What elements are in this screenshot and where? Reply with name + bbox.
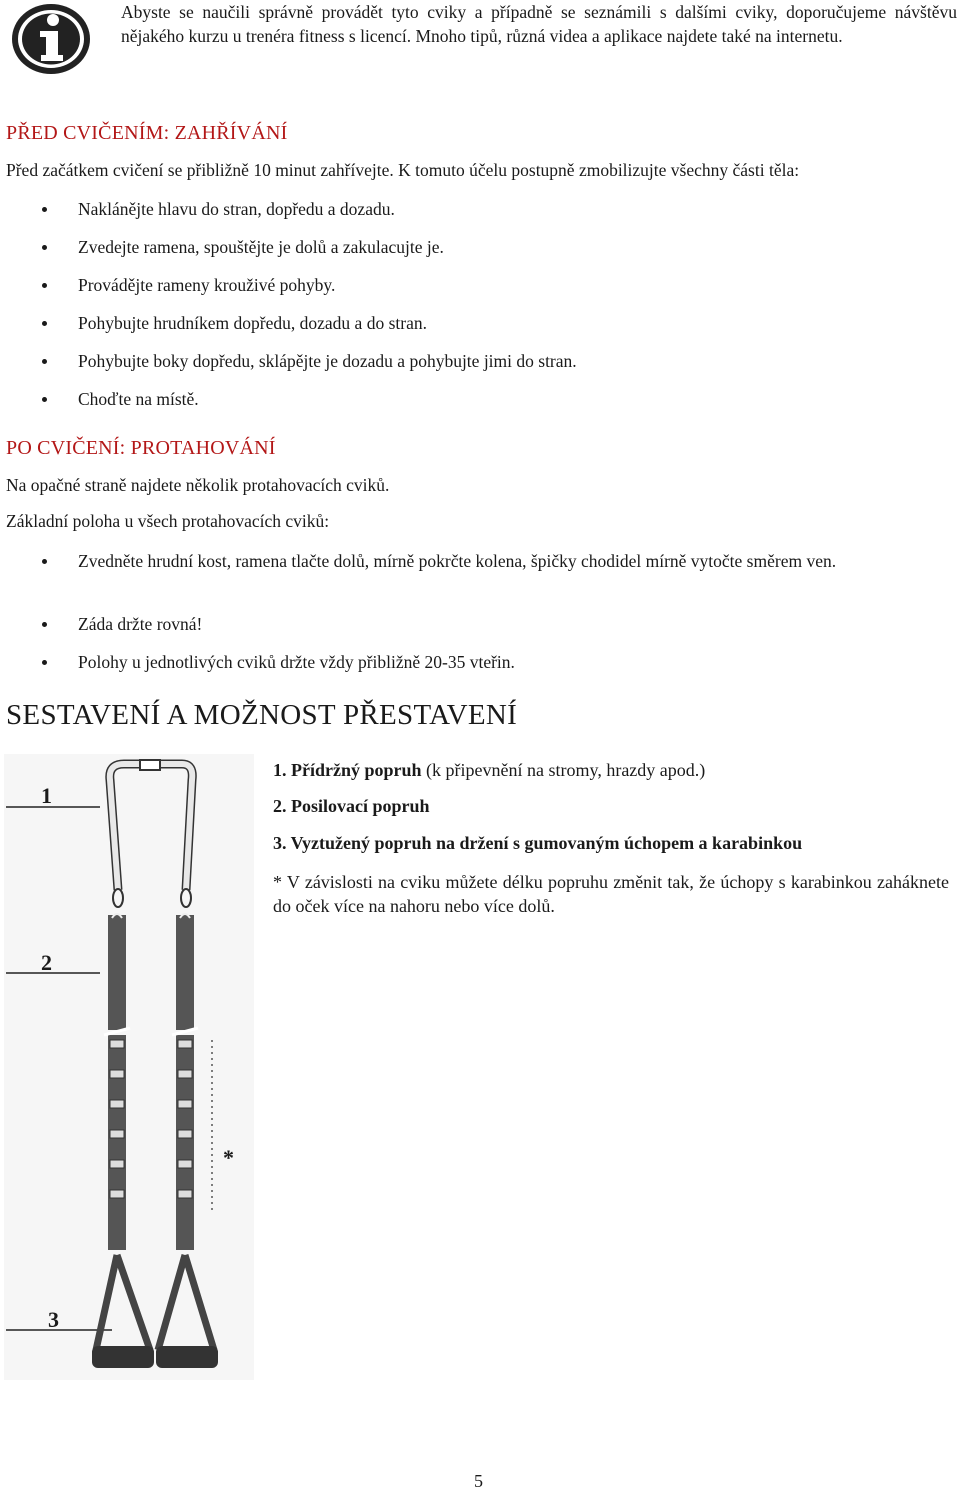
bullet-icon bbox=[42, 321, 47, 326]
figure-label-3: 3 bbox=[48, 1307, 59, 1332]
bullet-icon bbox=[42, 660, 47, 665]
info-icon bbox=[10, 2, 92, 76]
bullet-icon bbox=[42, 622, 47, 627]
part-3: 3. Vyztužený popruh na držení s gumovaným úchopem a karabinkou bbox=[273, 833, 803, 853]
warmup-intro: Před začátkem cvičení se přibližně 10 minut zahřívejte. K tomuto účelu postupně zmobilizujte všechny části těla: bbox=[6, 160, 800, 180]
bullet-icon bbox=[42, 397, 47, 402]
bullet-icon bbox=[42, 359, 47, 364]
figure-label-1: 1 bbox=[41, 783, 52, 808]
bullet-icon bbox=[42, 207, 47, 212]
bullet-icon bbox=[42, 559, 47, 564]
part-1: 1. Přídržný popruh (k připevnění na stromy, hrazdy apod.) bbox=[273, 760, 706, 780]
assembly-heading: SESTAVENÍ A MOŽNOST PŘESTAVENÍ bbox=[6, 699, 518, 731]
stretch-line-2: Základní poloha u všech protahovacích cviků: bbox=[6, 511, 330, 531]
strap-segment bbox=[108, 915, 126, 1030]
warmup-heading: PŘED CVIČENÍM: ZAHŘÍVÁNÍ bbox=[6, 122, 288, 144]
stretch-heading: PO CVIČENÍ: PROTAHOVÁNÍ bbox=[6, 437, 276, 459]
strap-segment bbox=[108, 1035, 126, 1250]
grip-right bbox=[156, 1346, 218, 1368]
intro-paragraph: Abyste se naučili správně provádět tyto cviky a případně se seznámili s dalšími cviky, doporučujeme návštěvu nějakého kurzu u trenéra fitness s licencí. Mnoho tipů, různá videa a aplikace najdete také na internetu. bbox=[121, 2, 957, 46]
strap-segment bbox=[176, 915, 194, 1030]
bullet-icon bbox=[42, 283, 47, 288]
part-2: 2. Posilovací popruh bbox=[273, 796, 430, 816]
page-number: 5 bbox=[474, 1471, 483, 1491]
bullet-icon bbox=[42, 245, 47, 250]
grip-left bbox=[92, 1346, 154, 1368]
strap-illustration bbox=[0, 750, 262, 1390]
strap-segment bbox=[176, 1035, 194, 1250]
adjustment-note: * V závislosti na cviku můžete délku popruhu změnit tak, že úchopy s karabinkou zaháknete do oček více na nahoru nebo více dolů. bbox=[273, 872, 949, 916]
figure-label-2: 2 bbox=[41, 950, 52, 975]
figure-label-star: * bbox=[223, 1145, 234, 1170]
stretch-line-1: Na opačné straně najdete několik protahovacích cviků. bbox=[6, 475, 390, 495]
